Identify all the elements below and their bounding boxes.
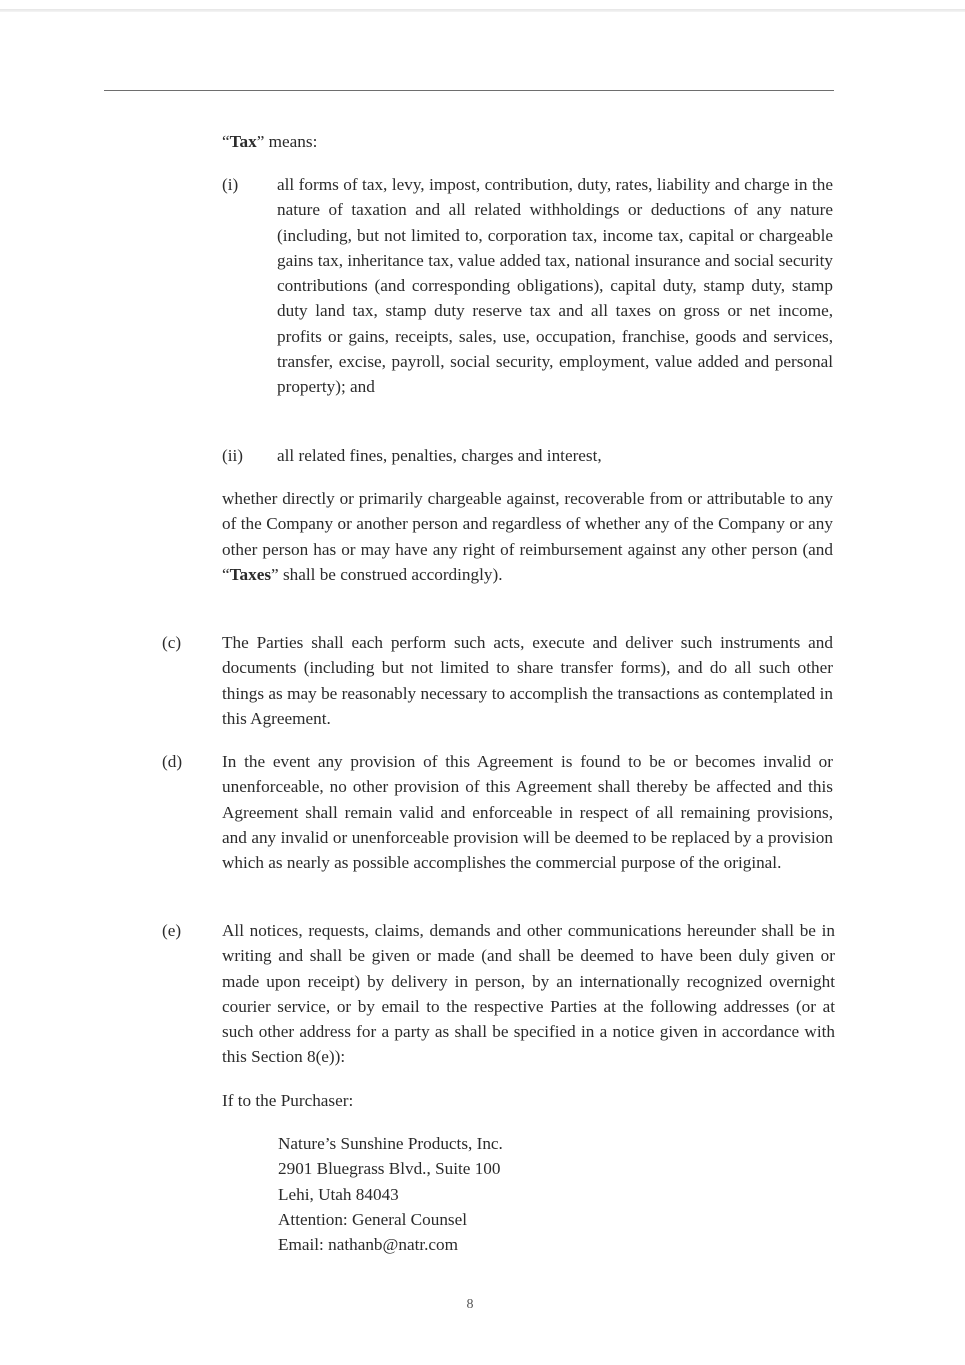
section-label-d: (d)	[162, 752, 183, 771]
address-company: Nature’s Sunshine Products, Inc.	[278, 1134, 503, 1153]
tax-item-label-i: (i)	[222, 175, 239, 194]
tax-definition-heading: “Tax” means:	[222, 132, 318, 151]
section-text-e: All notices, requests, claims, demands and other communications hereunder shall be in writing and shall be given or made (and shall be deemed to have been duly given or made upon receipt) by delivery in person, by an internationally recognized overnight courier service, or by email to the respective Parties at the following addresses (or at such other address for a party as shall be specified in a notice given in accordance with this Section 8(e)):	[222, 921, 835, 1067]
closing-part1: whether directly or primarily chargeable against, recoverable from or attributable to any of the Company or another person and regardless of whether any of the Company or any other person has or may have any right of reimbursement against any other person (and “	[222, 489, 833, 584]
address-city: Lehi, Utah 84043	[278, 1184, 399, 1204]
section-label-c: (c)	[162, 633, 182, 652]
section-text-d: In the event any provision of this Agreement is found to be or becomes invalid or unenforceable, no other provision of this Agreement shall thereby be affected and this Agreement shall remain valid and enforceable in respect of all remaining provisions, and any invalid or unenforceable provision will be deemed to be replaced by a provision which as nearly as possible accomplishes the commercial purpose of the original.	[222, 752, 833, 873]
tax-item-text-ii: all related fines, penalties, charges and interest,	[277, 446, 602, 465]
purchaser-address	[278, 1131, 503, 1257]
scan-edge	[0, 9, 965, 12]
address-street: 2901 Bluegrass Blvd., Suite 100	[278, 1159, 501, 1179]
address-attention: Attention: General Counsel	[278, 1209, 468, 1229]
tax-definition-closing	[222, 486, 833, 587]
address-email: Email: nathanb@natr.com	[278, 1235, 459, 1255]
header-rule	[104, 90, 834, 91]
tax-item-text-i: all forms of tax, levy, impost, contribution, duty, rates, liability and charge in the nature of taxation and all related withholdings or deductions of any nature (including, but not limited to, corporation tax, income tax, capital or chargeable gains tax, inheritance tax, value added tax, national insurance and social security contributions (and corresponding obligations), capital duty, stamp duty, stamp duty land tax, stamp duty reserve tax and all taxes on gross or net income, profits or gains, receipts, sales, use, occupation, franchise, goods and services, transfer, excise, payroll, social security, employment, value added and personal property); and	[277, 175, 833, 397]
closing-part2: ” shall be construed accordingly).	[271, 564, 503, 584]
tax-item-label-ii: (ii)	[222, 446, 243, 465]
section-text-c: The Parties shall each perform such acts, execute and deliver such instruments and documents (including but not limited to share transfer forms), and do all such other things as may be reasonably necessary to accomplish the transactions as contemplated in this Agreement.	[222, 633, 833, 728]
taxes-term: Taxes	[229, 564, 272, 584]
purchaser-heading: If to the Purchaser:	[222, 1091, 354, 1110]
tax-term: Tax	[229, 132, 257, 151]
section-label-e: (e)	[162, 921, 182, 940]
tax-means: means:	[268, 132, 318, 151]
page-number: 8	[466, 1297, 474, 1312]
